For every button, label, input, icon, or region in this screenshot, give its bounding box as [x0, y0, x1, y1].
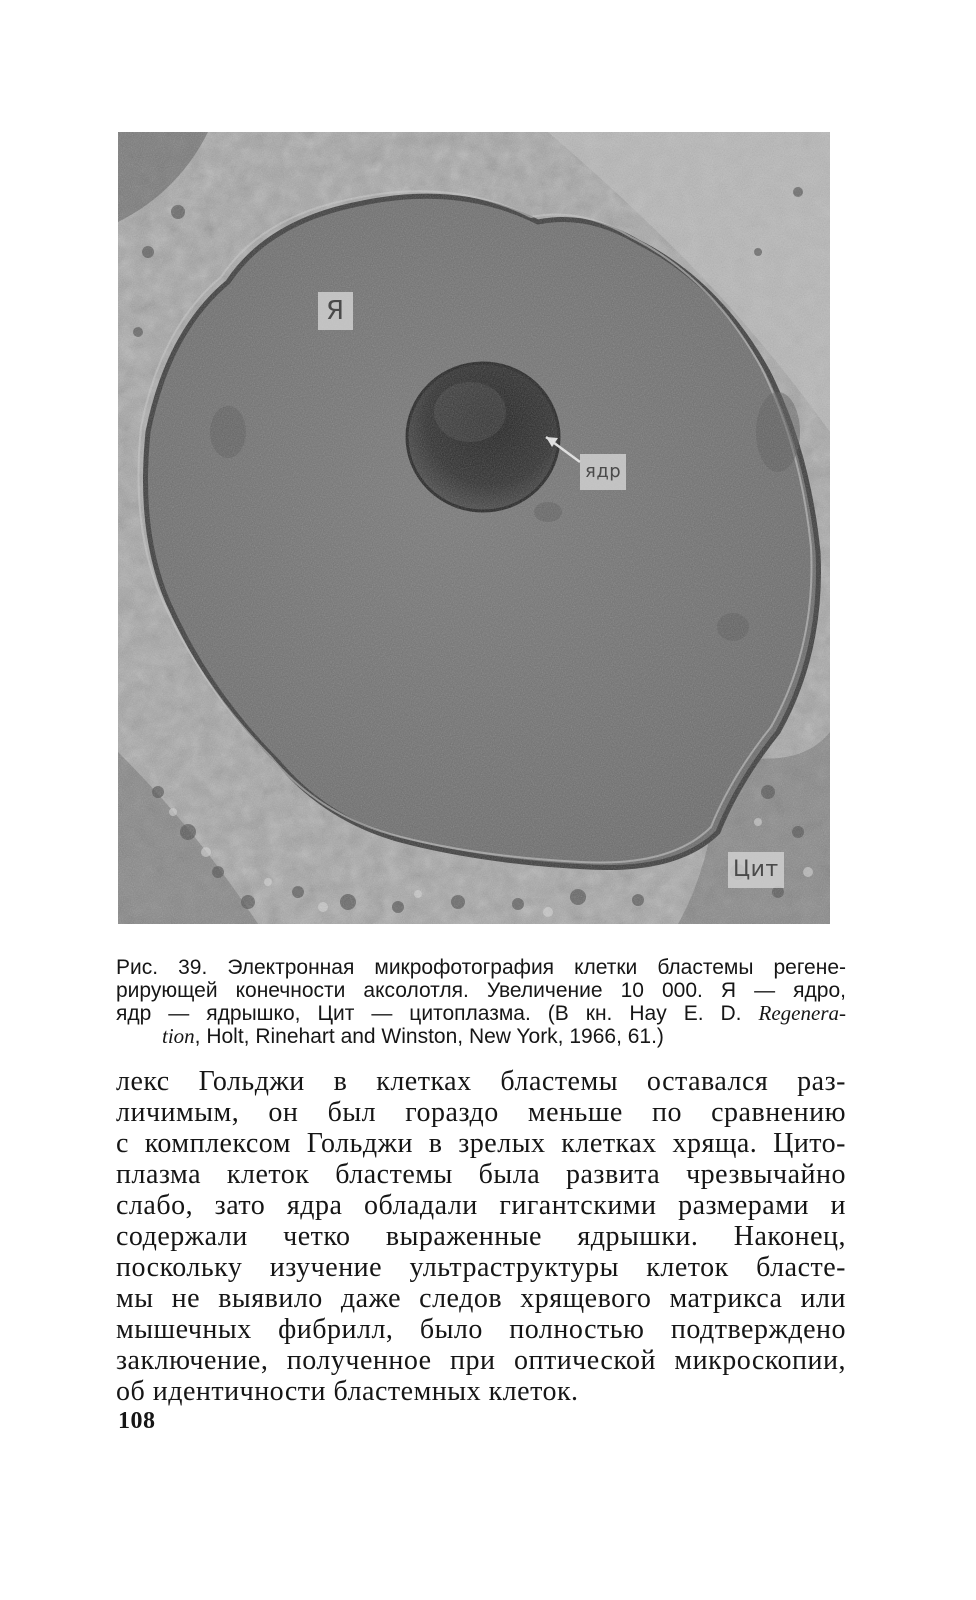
label-cytoplasm: Цит — [728, 852, 784, 888]
page-number: 108 — [118, 1408, 156, 1434]
caption-text: ядр — ядрышко, Цит — цитоплазма. (В кн. Hay E. D. — [116, 1002, 742, 1025]
electron-micrograph — [118, 132, 830, 924]
figure-caption — [116, 956, 846, 1048]
body-paragraph — [116, 1066, 846, 1407]
caption-line: рирующей конечности аксолотля. Увеличение 10 000. Я — ядро, — [116, 979, 846, 1002]
caption-text: , Holt, Rinehart and Winston, New York, 1966, 61.) — [194, 1025, 664, 1048]
caption-italic: tion — [162, 1024, 195, 1048]
micrograph-image — [118, 132, 830, 924]
label-nucleolus: ядр — [580, 454, 626, 490]
body-line: мышечных фибрилл, было полностью подтверждено — [116, 1314, 846, 1345]
label-nucleus: Я — [318, 292, 353, 330]
body-line: с комплексом Гольджи в зрелых клетках хряща. Цито- — [116, 1128, 846, 1159]
caption-line: Рис. 39. Электронная микрофотография клетки бластемы регене- — [116, 956, 846, 979]
body-line: лекс Гольджи в клетках бластемы оставался раз- — [116, 1066, 846, 1097]
body-line: личимым, он был гораздо меньше по сравнению — [116, 1097, 846, 1128]
caption-line — [116, 1025, 846, 1048]
caption-line — [116, 1002, 846, 1025]
body-line: плазма клеток бластемы была развита чрезвычайно — [116, 1159, 846, 1190]
caption-italic: Regenera- — [758, 1001, 846, 1025]
body-line: мы не выявило даже следов хрящевого матрикса или — [116, 1283, 846, 1314]
body-line: поскольку изучение ультраструктуры клеток бласте- — [116, 1252, 846, 1283]
body-line: содержали четко выраженные ядрышки. Наконец, — [116, 1221, 846, 1252]
body-line: об идентичности бластемных клеток. — [116, 1376, 579, 1407]
body-line: слабо, зато ядра обладали гигантскими размерами и — [116, 1190, 846, 1221]
body-line: заключение, полученное при оптической микроскопии, — [116, 1345, 846, 1376]
